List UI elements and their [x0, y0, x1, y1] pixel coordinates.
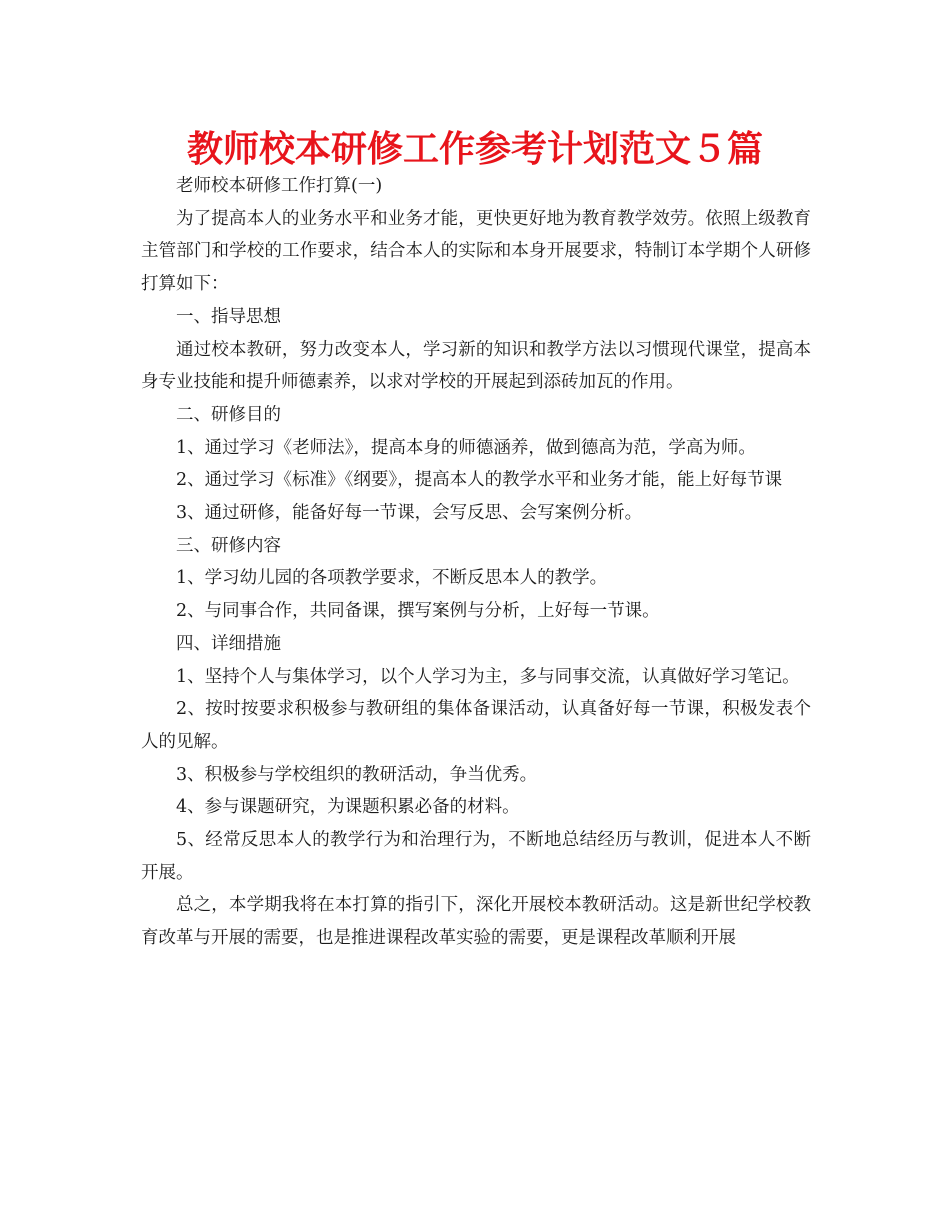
paragraph: 总之，本学期我将在本打算的指引下，深化开展校本教研活动。这是新世纪学校教育改革与开展的需要，也是推进课程改革实验的需要，更是课程改革顺利开展	[141, 895, 811, 949]
document-body	[141, 170, 811, 955]
section-heading: 一、指导思想	[176, 306, 281, 327]
section-heading: 二、研修目的	[176, 404, 281, 425]
section-heading: 四、详细措施	[176, 633, 281, 654]
paragraph: 2、按时按要求积极参与教研组的集体备课活动，认真备好每一节课，积极发表个人的见解。	[141, 699, 811, 752]
paragraph: 5、经常反思本人的教学行为和治理行为，不断地总结经历与教训，促进本人不断开展。	[141, 830, 811, 883]
document-title: 教师校本研修工作参考计划范文５篇	[186, 129, 763, 170]
paragraph: 3、通过研修，能备好每一节课，会写反思、会写案例分析。	[176, 503, 643, 524]
paragraph: 2、通过学习《标准》《纲要》，提高本人的教学水平和业务才能，能上好每节课	[176, 470, 783, 491]
paragraph: 1、通过学习《老师法》，提高本身的师德涵养，做到德高为范，学高为师。	[176, 437, 756, 458]
paragraph: 4、参与课题研究，为课题积累必备的材料。	[176, 797, 520, 818]
paragraph: 为了提高本人的业务水平和业务才能，更快更好地为教育教学效劳。依照上级教育主管部门和学校的工作要求，结合本人的实际和本身开展要求，特制订本学期个人研修打算如下：	[141, 208, 811, 295]
paragraph: 老师校本研修工作打算(一)	[176, 176, 383, 196]
paragraph: 2、与同事合作，共同备课，撰写案例与分析，上好每一节课。	[176, 601, 660, 622]
paragraph: 1、学习幼儿园的各项教学要求，不断反思本人的教学。	[176, 568, 608, 589]
paragraph: 3、积极参与学校组织的教研活动，争当优秀。	[176, 764, 538, 785]
paragraph: 1、坚持个人与集体学习，以个人学习为主，多与同事交流，认真做好学习笔记。	[176, 666, 800, 687]
section-heading: 三、研修内容	[176, 535, 281, 556]
paragraph: 通过校本教研，努力改变本人，学习新的知识和教学方法以习惯现代课堂，提高本身专业技能和提升师德素养，以求对学校的开展起到添砖加瓦的作用。	[141, 339, 811, 393]
